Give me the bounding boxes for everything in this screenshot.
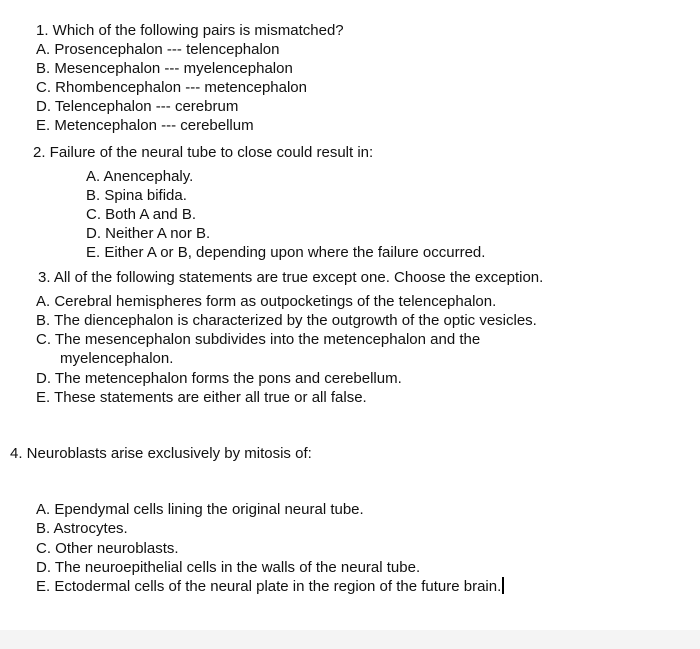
question-4-option-a: A. Ependymal cells lining the original neural tube. (36, 501, 364, 518)
question-1-option-e: E. Metencephalon --- cerebellum (36, 117, 254, 134)
question-3-option-d: D. The metencephalon forms the pons and cerebellum. (36, 370, 402, 387)
question-3-option-a: A. Cerebral hemispheres form as outpocketings of the telencephalon. (36, 293, 497, 310)
question-4-option-c: C. Other neuroblasts. (36, 540, 179, 557)
question-3-stem: 3. All of the following statements are true except one. Choose the exception. (38, 269, 544, 286)
question-1-option-c: C. Rhombencephalon --- metencephalon (36, 79, 307, 96)
question-1-option-d: D. Telencephalon --- cerebrum (36, 98, 239, 115)
question-2-option-c: C. Both A and B. (86, 206, 197, 223)
question-4-option-b: B. Astrocytes. (36, 520, 128, 537)
question-2-stem: 2. Failure of the neural tube to close could result in: (33, 144, 374, 161)
question-3-option-e: E. These statements are either all true or all false. (36, 389, 367, 406)
question-2-option-a: A. Anencephaly. (86, 168, 194, 185)
question-4-option-e-row (36, 577, 504, 596)
question-3-option-c: C. The mesencephalon subdivides into the metencephalon and the (36, 331, 481, 348)
question-4-stem: 4. Neuroblasts arise exclusively by mitosis of: (10, 445, 312, 462)
question-3-option-c-continued: myelencephalon. (60, 350, 174, 367)
page-bottom-margin (0, 630, 700, 649)
question-4-option-e: E. Ectodermal cells of the neural plate in the region of the future brain. (36, 578, 502, 595)
question-1-option-a: A. Prosencephalon --- telencephalon (36, 41, 280, 58)
question-4-option-d: D. The neuroepithelial cells in the walls of the neural tube. (36, 559, 421, 576)
question-2-option-b: B. Spina bifida. (86, 187, 187, 204)
question-1-stem: 1. Which of the following pairs is mismatched? (36, 22, 344, 39)
question-3-option-b: B. The diencephalon is characterized by the outgrowth of the optic vesicles. (36, 312, 537, 329)
question-2-option-d: D. Neither A nor B. (86, 225, 211, 242)
question-2-option-e: E. Either A or B, depending upon where the failure occurred. (86, 244, 486, 261)
question-1-option-b: B. Mesencephalon --- myelencephalon (36, 60, 293, 77)
text-cursor (502, 577, 504, 594)
